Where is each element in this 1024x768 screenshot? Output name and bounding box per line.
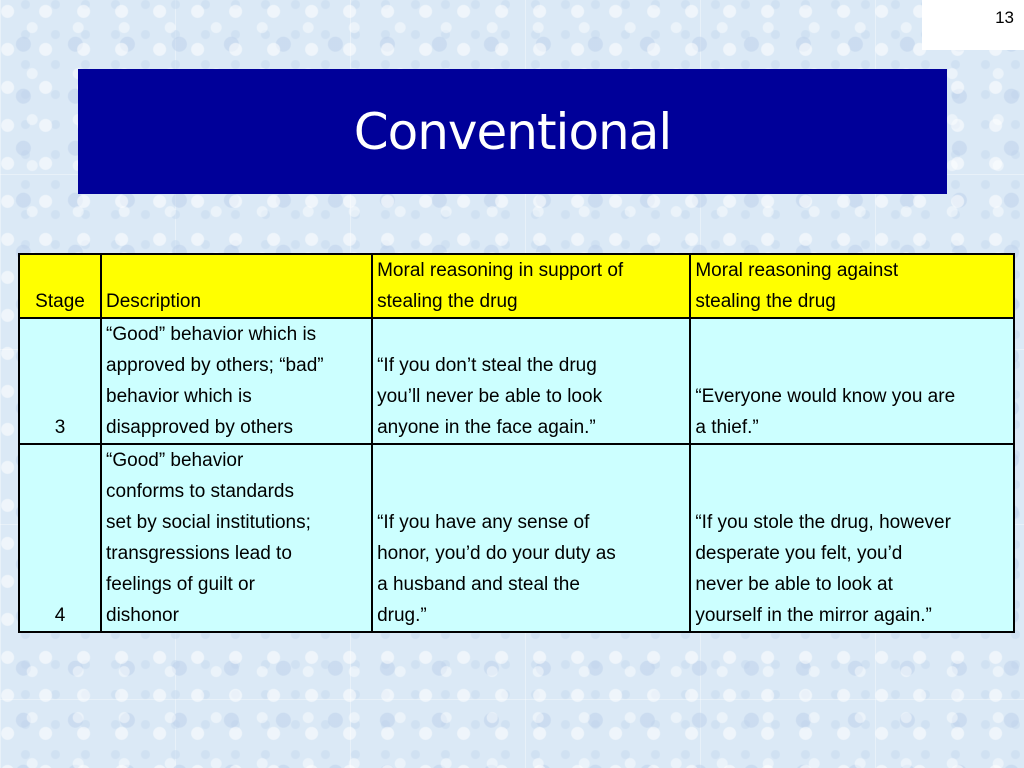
description-cell: [101, 318, 372, 444]
support-line: “If you have any sense of: [377, 512, 590, 533]
stage-number: 3: [54, 417, 66, 438]
header-against-line: stealing the drug: [695, 291, 836, 312]
header-row: [19, 254, 1014, 318]
against-cell: [690, 318, 1014, 444]
against-line: never be able to look at: [695, 574, 893, 595]
description-line: disapproved by others: [106, 417, 293, 438]
support-cell: [372, 318, 690, 444]
page-number-box: [922, 0, 1024, 50]
against-line: “If you stole the drug, however: [695, 512, 951, 533]
support-line: anyone in the face again.”: [377, 417, 596, 438]
against-line: a thief.”: [695, 417, 759, 438]
kohlberg-stages-table: [18, 253, 1015, 633]
against-line: “Everyone would know you are: [695, 386, 956, 407]
description-line: feelings of guilt or: [106, 574, 255, 595]
table-header: [19, 254, 1014, 318]
header-against-line: Moral reasoning against: [695, 260, 899, 281]
description-line: conforms to standards: [106, 481, 294, 502]
stage-cell: [19, 318, 101, 444]
description-cell: [101, 444, 372, 632]
support-line: you’ll never be able to look: [377, 386, 603, 407]
header-support: [372, 254, 690, 318]
description-line: “Good” behavior which is: [106, 324, 317, 345]
header-stage: [19, 254, 101, 318]
table-row-stage-3: [19, 318, 1014, 444]
table-body: [19, 318, 1014, 632]
against-line: yourself in the mirror again.”: [695, 605, 932, 626]
support-line: drug.”: [377, 605, 427, 626]
description-line: transgressions lead to: [106, 543, 292, 564]
table-row-stage-4: [19, 444, 1014, 632]
against-line: desperate you felt, you’d: [695, 543, 903, 564]
header-stage-label: Stage: [35, 291, 85, 312]
header-description: [101, 254, 372, 318]
description-line: set by social institutions;: [106, 512, 311, 533]
description-line: “Good” behavior: [106, 450, 244, 471]
support-line: a husband and steal the: [377, 574, 580, 595]
header-description-label: Description: [106, 291, 202, 312]
title-banner: [78, 69, 947, 194]
support-line: honor, you’d do your duty as: [377, 543, 616, 564]
stage-number: 4: [54, 605, 66, 626]
support-line: “If you don’t steal the drug: [377, 355, 597, 376]
against-cell: [690, 444, 1014, 632]
slide-title: Conventional: [353, 102, 672, 161]
description-line: approved by others; “bad”: [106, 355, 324, 376]
header-against: [690, 254, 1014, 318]
support-cell: [372, 444, 690, 632]
description-line: behavior which is: [106, 386, 252, 407]
page-number: 13: [995, 8, 1014, 27]
stage-cell: [19, 444, 101, 632]
description-line: dishonor: [106, 605, 179, 626]
header-support-line: stealing the drug: [377, 291, 518, 312]
header-support-line: Moral reasoning in support of: [377, 260, 624, 281]
